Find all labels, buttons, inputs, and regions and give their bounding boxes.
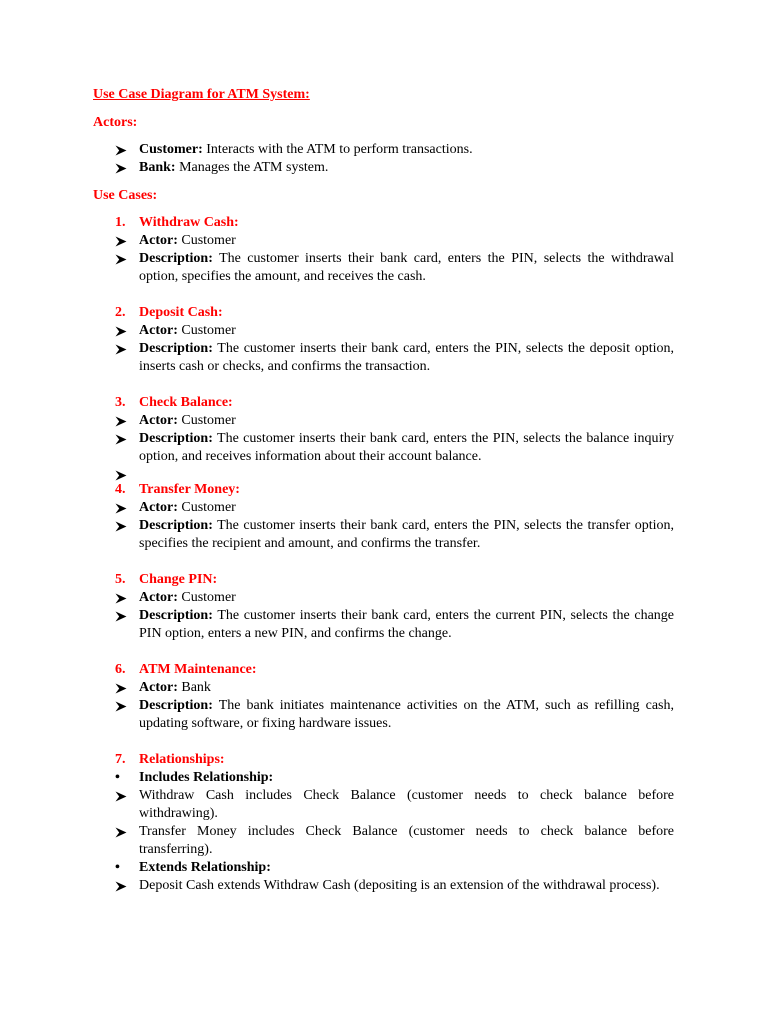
use-case-description: The customer inserts their bank card, enters the PIN, selects the balance inquiry option, and receives information about their account balance.	[139, 431, 674, 464]
extends-heading: Extends Relationship:	[139, 860, 271, 875]
use-case-heading	[93, 214, 674, 232]
arrowhead-bullet-icon	[93, 823, 139, 838]
description-label: Description:	[139, 698, 213, 713]
use-case-transfer-money	[93, 481, 674, 553]
use-case-deposit-cash	[93, 304, 674, 376]
arrowhead-bullet-icon	[93, 589, 139, 604]
use-case-description-row	[93, 517, 674, 553]
arrowhead-bullet-icon	[93, 679, 139, 694]
extends-item-text: Deposit Cash extends Withdraw Cash (depositing is an extension of the withdrawal process).	[139, 878, 660, 893]
use-case-change-pin	[93, 571, 674, 643]
relationships-name: Relationships:	[139, 752, 225, 767]
actor-item-customer	[93, 141, 674, 159]
use-case-withdraw-cash	[93, 214, 674, 286]
actor-label: Actor:	[139, 500, 178, 515]
use-case-number: 4.	[115, 482, 126, 497]
actor-description: Interacts with the ATM to perform transactions.	[206, 142, 473, 157]
arrowhead-bullet-icon	[93, 877, 139, 892]
empty-bullet-row	[93, 466, 674, 481]
use-case-description-row	[93, 430, 674, 466]
use-case-actor-row	[93, 499, 674, 517]
actors-heading: Actors:	[93, 115, 138, 130]
arrowhead-bullet-icon	[93, 322, 139, 337]
use-case-number: 3.	[115, 395, 126, 410]
includes-item	[93, 787, 674, 823]
arrowhead-bullet-icon	[93, 412, 139, 427]
description-label: Description:	[139, 341, 213, 356]
use-case-actor-row	[93, 589, 674, 607]
use-case-description: The customer inserts their bank card, enters the PIN, selects the withdrawal option, specifies the amount, and receives the cash.	[139, 251, 674, 284]
use-case-description-row	[93, 607, 674, 643]
use-case-actor: Customer	[181, 233, 236, 248]
use-case-actor: Customer	[181, 590, 236, 605]
includes-item	[93, 823, 674, 859]
use-case-actor: Bank	[181, 680, 211, 695]
use-case-check-balance	[93, 394, 674, 481]
actor-name: Bank:	[139, 160, 176, 175]
use-case-actor-row	[93, 322, 674, 340]
actor-label: Actor:	[139, 590, 178, 605]
arrowhead-bullet-icon	[93, 141, 139, 156]
arrowhead-bullet-icon	[93, 517, 139, 532]
arrowhead-bullet-icon	[93, 430, 139, 445]
use-case-heading	[93, 394, 674, 412]
includes-item-text: Transfer Money includes Check Balance (customer needs to check balance before transferring).	[139, 824, 674, 857]
use-case-actor: Customer	[181, 323, 236, 338]
relationships-section	[93, 751, 674, 895]
use-case-heading	[93, 304, 674, 322]
use-case-description-row	[93, 697, 674, 733]
actor-label: Actor:	[139, 233, 178, 248]
actor-label: Actor:	[139, 323, 178, 338]
use-case-description-row	[93, 250, 674, 286]
use-case-actor-row	[93, 232, 674, 250]
relationships-number: 7.	[115, 752, 126, 767]
arrowhead-bullet-icon	[93, 787, 139, 802]
use-case-name: Check Balance:	[139, 395, 233, 410]
use-case-name: Deposit Cash:	[139, 305, 223, 320]
includes-heading-row	[93, 769, 674, 787]
use-case-description-row	[93, 340, 674, 376]
actors-list	[93, 141, 674, 177]
description-label: Description:	[139, 518, 213, 533]
description-label: Description:	[139, 251, 213, 266]
arrowhead-bullet-icon	[93, 466, 139, 481]
arrowhead-bullet-icon	[93, 250, 139, 265]
arrowhead-bullet-icon	[93, 697, 139, 712]
dot-bullet-icon: •	[115, 770, 120, 785]
actor-label: Actor:	[139, 413, 178, 428]
arrowhead-bullet-icon	[93, 499, 139, 514]
use-case-actor: Customer	[181, 500, 236, 515]
use-case-actor: Customer	[181, 413, 236, 428]
description-label: Description:	[139, 431, 213, 446]
use-case-number: 5.	[115, 572, 126, 587]
use-case-number: 6.	[115, 662, 126, 677]
use-case-atm-maintenance	[93, 661, 674, 733]
use-case-actor-row	[93, 679, 674, 697]
use-case-description: The customer inserts their bank card, enters the PIN, selects the transfer option, specifies the recipient and amount, and confirms the transfer.	[139, 518, 675, 551]
includes-heading: Includes Relationship:	[139, 770, 274, 785]
description-label: Description:	[139, 608, 213, 623]
arrowhead-bullet-icon	[93, 340, 139, 355]
extends-heading-row	[93, 859, 674, 877]
use-case-heading	[93, 571, 674, 589]
use-case-name: Withdraw Cash:	[139, 215, 239, 230]
arrowhead-bullet-icon	[93, 159, 139, 174]
arrowhead-bullet-icon	[93, 607, 139, 622]
use-case-name: Transfer Money:	[139, 482, 240, 497]
relationships-heading	[93, 751, 674, 769]
includes-item-text: Withdraw Cash includes Check Balance (customer needs to check balance before withdrawing).	[139, 788, 674, 821]
dot-bullet-icon: •	[115, 860, 120, 875]
extends-item	[93, 877, 674, 895]
use-case-description: The bank initiates maintenance activities on the ATM, such as refilling cash, updating software, or fixing hardware issues.	[139, 698, 674, 731]
actor-description: Manages the ATM system.	[179, 160, 329, 175]
actor-name: Customer:	[139, 142, 203, 157]
document-title: Use Case Diagram for ATM System:	[93, 87, 310, 102]
use-case-description: The customer inserts their bank card, enters the PIN, selects the deposit option, inserts cash or checks, and confirms the transaction.	[139, 341, 674, 374]
use-case-name: ATM Maintenance:	[139, 662, 257, 677]
use-cases-heading: Use Cases:	[93, 188, 158, 203]
arrowhead-bullet-icon	[93, 232, 139, 247]
use-case-number: 1.	[115, 215, 126, 230]
use-case-heading	[93, 481, 674, 499]
use-case-number: 2.	[115, 305, 126, 320]
use-case-description: The customer inserts their bank card, enters the current PIN, selects the change PIN option, enters a new PIN, and confirms the change.	[139, 608, 674, 641]
actor-item-bank	[93, 159, 674, 177]
actor-label: Actor:	[139, 680, 178, 695]
use-case-name: Change PIN:	[139, 572, 218, 587]
use-case-heading	[93, 661, 674, 679]
use-case-actor-row	[93, 412, 674, 430]
